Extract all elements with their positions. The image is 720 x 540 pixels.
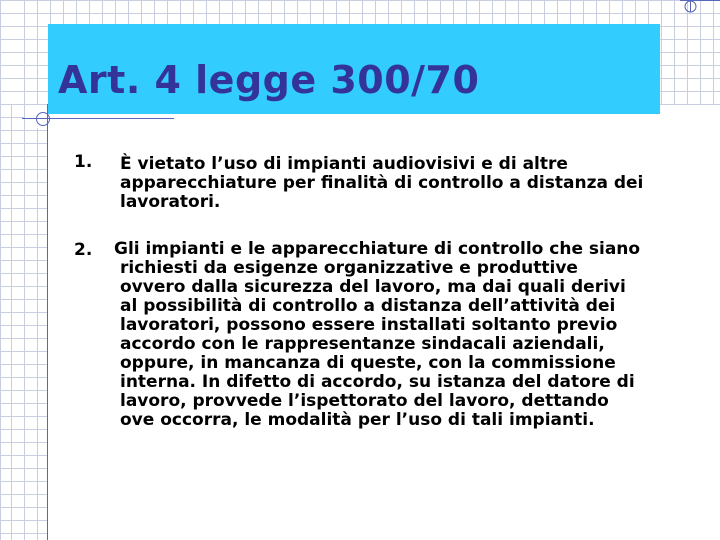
list-item-text <box>120 155 708 212</box>
list-item-text <box>114 239 708 430</box>
text-line: oppure, in mancanza di queste, con la commissione <box>120 353 616 373</box>
text-line: al possibilità di controllo a distanza dell’attività dei <box>120 296 616 316</box>
vertical-accent-line <box>47 104 48 540</box>
item-number: 1. <box>74 152 93 172</box>
text-line: ovvero dalla sicurezza del lavoro, ma dai quali derivi <box>120 277 626 297</box>
text-line: lavoratori. <box>120 192 221 212</box>
text-line: richiesti da esigenze organizzative e produttive <box>120 258 578 278</box>
text-line: apparecchiature per finalità di controllo a distanza dei <box>120 173 644 193</box>
item-number: 2. <box>74 240 93 260</box>
text-line: ove occorra, le modalità per l’uso di tali impianti. <box>120 410 595 430</box>
text-line: Gli impianti e le apparecchiature di controllo che siano <box>114 239 641 259</box>
corner-circle-ornament <box>36 112 50 126</box>
text-line: accordo con le rappresentanze sindacali aziendali, <box>120 334 605 354</box>
text-line: È vietato l’uso di impianti audiovisivi e di altre <box>120 154 568 174</box>
text-line: lavoro, provvede l’ispettorato del lavoro, dettando <box>120 391 609 411</box>
text-line: lavoratori, possono essere installati soltanto previo <box>120 315 618 335</box>
text-line: interna. In difetto di accordo, su istanza del datore di <box>120 372 635 392</box>
slide-title: Art. 4 legge 300/70 <box>58 58 480 102</box>
